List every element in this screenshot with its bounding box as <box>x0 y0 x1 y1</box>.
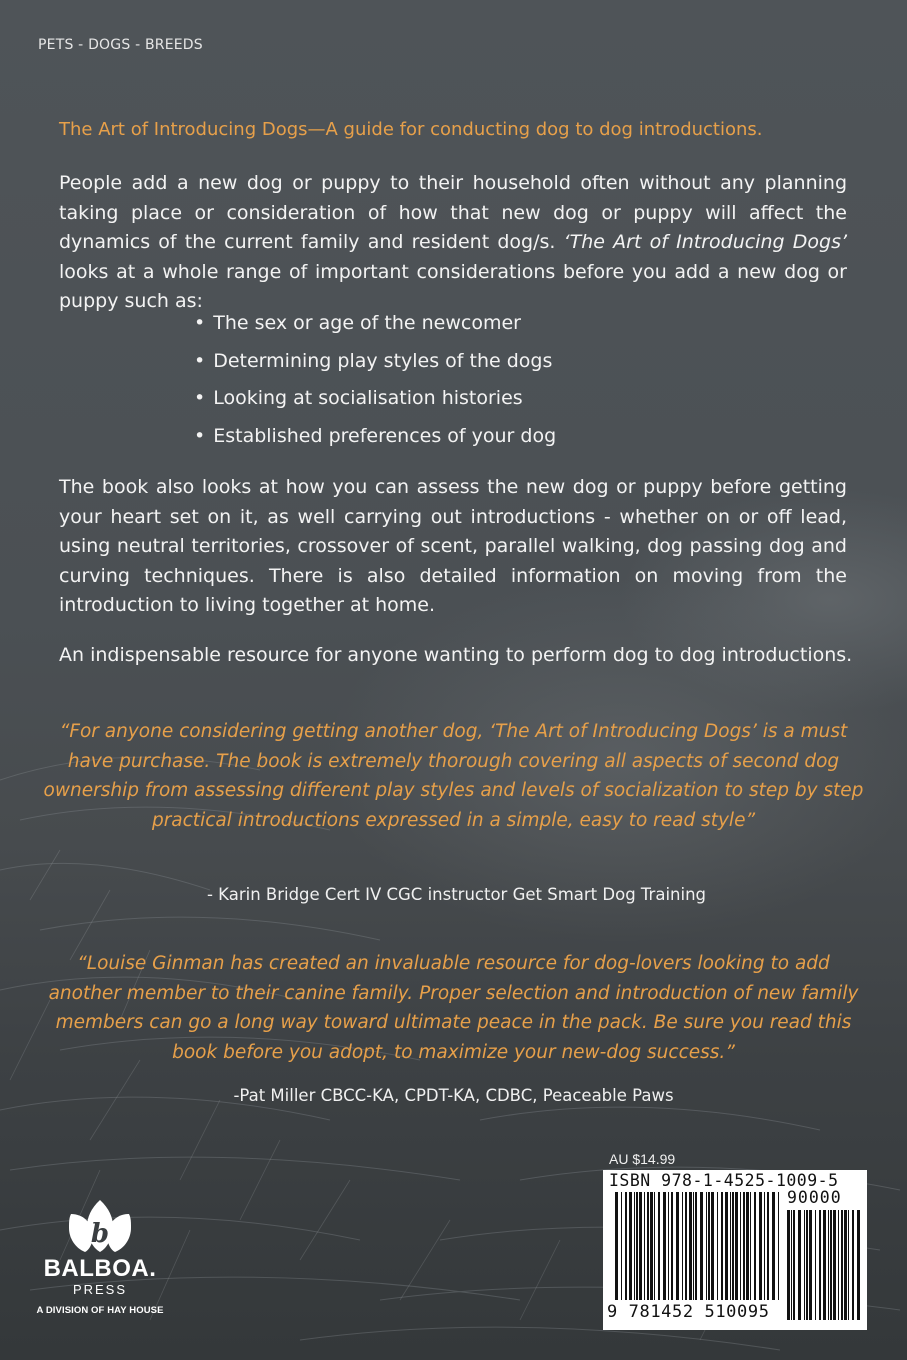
barcode-bar <box>730 1192 731 1300</box>
intro-text-start: People add a new dog or puppy to their household often without any planning taking place or consideration of how that new dog or puppy will affect the dynamics of the current family and resident dog/s. <box>59 172 847 253</box>
list-item: • Established preferences of your dog <box>196 422 556 460</box>
barcode-bar <box>717 1192 718 1300</box>
barcode-bar <box>772 1192 775 1300</box>
barcode-bar <box>735 1192 738 1300</box>
barcode-bar <box>746 1192 749 1300</box>
testimonial-attribution: -Pat Miller CBCC-KA, CPDT-KA, CDBC, Peaceable Paws <box>233 1086 674 1105</box>
price-label: AU $14.99 <box>609 1151 676 1167</box>
testimonial-quote: “For anyone considering getting another dog, ‘The Art of Introducing Dogs’ is a must have purchase. The book is extremely thorough covering all aspects of second dog ownership from assessing different play styles and levels of socialization to step by step practical introductions expressed in a simple, easy to read style” <box>43 721 864 831</box>
isbn-number: ISBN 978-1-4525-1009-5 <box>609 1171 839 1190</box>
barcode-bar <box>778 1192 779 1300</box>
barcode-bar <box>700 1192 703 1300</box>
barcode-bar <box>750 1192 751 1300</box>
barcode-bar <box>685 1192 687 1300</box>
barcode-bar <box>806 1210 808 1320</box>
barcode-bar <box>706 1192 707 1300</box>
barcode-bar <box>650 1192 653 1300</box>
barcode-bar <box>654 1192 655 1300</box>
lotus-icon <box>65 1196 135 1256</box>
barcode-bar <box>671 1192 673 1300</box>
list-item: • Determining play styles of the dogs <box>196 347 556 385</box>
category-label: PETS - DOGS - BREEDS <box>38 37 203 53</box>
barcode-bar <box>743 1192 745 1300</box>
barcode-bar <box>636 1192 638 1300</box>
intro-paragraph <box>59 169 847 317</box>
barcode-bar <box>844 1210 847 1320</box>
barcode-bar <box>689 1192 692 1300</box>
barcode-bar <box>793 1210 795 1320</box>
barcode-bar <box>852 1210 854 1320</box>
barcode-bar <box>676 1192 679 1300</box>
barcode-bar <box>809 1210 812 1320</box>
list-item: • Looking at socialisation histories <box>196 384 556 422</box>
barcode-bar <box>663 1192 666 1300</box>
barcode-bar <box>754 1192 756 1300</box>
barcode-bar <box>830 1210 832 1320</box>
publisher-division: A DIVISION OF HAY HOUSE <box>36 1305 164 1316</box>
barcode-bar <box>759 1192 762 1300</box>
publisher-logo <box>30 1196 170 1326</box>
barcode-bar <box>823 1210 826 1320</box>
tagline: The Art of Introducing Dogs—A guide for conducting dog to dog introductions. <box>59 119 763 140</box>
description-paragraph: The book also looks at how you can assess the new dog or puppy before getting your heart set on it, as well carrying out introductions - whether on or off lead, using neutral territories, crossover of scent, parallel walking, dog passing dog and curving techniques. There is also detailed information on moving from the introduction to living together at home. <box>59 476 847 616</box>
barcode-digits: 9 781452 510095 <box>607 1302 770 1322</box>
barcode-bar <box>732 1192 734 1300</box>
barcode-bar <box>838 1210 839 1320</box>
barcode-bar <box>711 1192 714 1300</box>
svg-text:b: b <box>90 1219 110 1249</box>
price-code: 90000 <box>787 1188 842 1207</box>
barcode-bar <box>725 1192 728 1300</box>
testimonial-attribution: - Karin Bridge Cert IV CGC instructor Get Smart Dog Training <box>206 885 707 904</box>
barcode-bar <box>828 1210 829 1320</box>
barcode-bar <box>647 1192 649 1300</box>
barcode-bar <box>621 1192 622 1300</box>
summary-paragraph: An indispensable resource for anyone wanting to perform dog to dog introductions. <box>59 644 853 666</box>
barcode-bar <box>819 1210 821 1320</box>
barcode-bar <box>787 1210 790 1320</box>
barcode-bar <box>857 1210 860 1320</box>
barcode-bar <box>815 1210 816 1320</box>
isbn-barcode <box>603 1170 867 1330</box>
barcode-bar <box>767 1192 769 1300</box>
barcode-bar <box>804 1210 805 1320</box>
publisher-sub: PRESS <box>72 1282 128 1297</box>
barcode-bar <box>625 1192 627 1300</box>
testimonial-quote: “Louise Ginman has created an invaluable resource for dog-lovers looking to add another member to their canine family. Proper selection and introduction of new family members can go a long way toward ultimate peace in the pack. Be sure you read this book before you adopt, to maximize your new-dog success.” <box>48 953 859 1063</box>
barcode-bar <box>695 1192 697 1300</box>
barcode-bar <box>615 1192 618 1300</box>
barcode-bar <box>629 1192 632 1300</box>
barcode-bar <box>848 1210 849 1320</box>
barcode-bar <box>764 1192 765 1300</box>
barcode-bar <box>798 1210 801 1320</box>
list-item: • The sex or age of the newcomer <box>196 309 556 347</box>
barcode-bar <box>833 1210 836 1320</box>
barcode-bar <box>634 1192 635 1300</box>
barcode-bar <box>721 1192 723 1300</box>
barcode-bar <box>708 1192 710 1300</box>
barcode-bar <box>644 1192 645 1300</box>
barcode-bar <box>841 1210 843 1320</box>
barcode-bar <box>791 1210 792 1320</box>
barcode-bar <box>658 1192 660 1300</box>
intro-text-end: looks at a whole range of important considerations before you add a new dog or puppy such as: <box>59 260 847 312</box>
publisher-name: BALBOA. <box>43 1255 157 1282</box>
barcode-bar <box>639 1192 642 1300</box>
considerations-list <box>196 309 556 459</box>
barcode-bar <box>668 1192 669 1300</box>
barcode-bar <box>682 1192 683 1300</box>
barcode-bar <box>693 1192 694 1300</box>
book-title: ‘The Art of Introducing Dogs’ <box>563 231 848 253</box>
barcode-bar <box>740 1192 741 1300</box>
